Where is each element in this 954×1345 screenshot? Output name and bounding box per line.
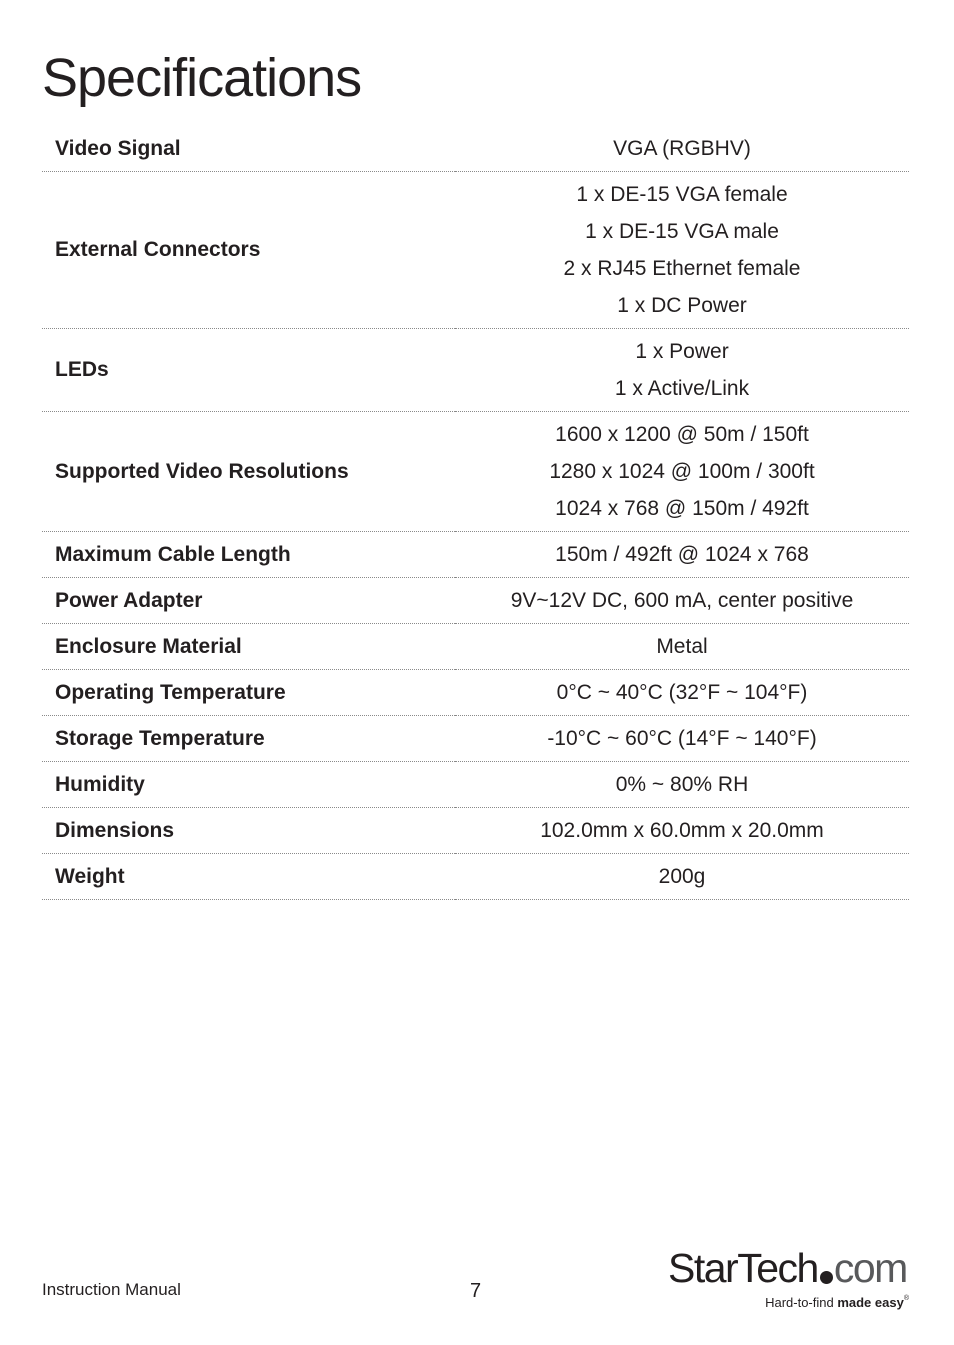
spec-value: 102.0mm x 60.0mm x 20.0mm [540,819,824,842]
spec-value: 1024 x 768 @ 150m / 492ft [555,497,809,520]
page-title: Specifications [42,48,362,108]
spec-value: 200g [658,865,706,888]
logo-dot-icon [820,1271,833,1284]
spec-values [455,716,909,762]
spec-row [42,670,909,716]
spec-value: 150m / 492ft @ 1024 x 768 [555,543,809,566]
spec-row [42,762,909,808]
spec-row [42,808,909,854]
spec-label: Operating Temperature [42,670,455,716]
spec-row [42,329,909,412]
spec-values [455,329,909,412]
spec-values [455,624,909,670]
spec-values [455,172,909,329]
spec-value: 1 x DC Power [617,294,747,317]
spec-value: 2 x RJ45 Ethernet female [563,257,801,280]
startech-logo [668,1240,913,1320]
spec-row [42,854,909,900]
spec-label: Enclosure Material [42,624,455,670]
page-number: 7 [470,1280,482,1302]
spec-value: VGA (RGBHV) [613,137,751,160]
spec-value: 1 x Active/Link [614,377,750,400]
spec-row [42,624,909,670]
spec-value: 0°C ~ 40°C (32°F ~ 104°F) [556,681,808,704]
tagline-bold: made easy [837,1295,904,1310]
spec-label: Supported Video Resolutions [42,412,455,532]
spec-label: Video Signal [42,126,455,172]
spec-row [42,716,909,762]
spec-values [455,762,909,808]
spec-label: Weight [42,854,455,900]
spec-value: 1 x Power [635,340,729,363]
logo-name-suffix: com [833,1245,907,1291]
spec-label: Humidity [42,762,455,808]
tagline-light: Hard-to-find [765,1295,838,1310]
spec-value: Metal [656,635,708,658]
spec-row [42,172,909,329]
spec-value: 1280 x 1024 @ 100m / 300ft [549,460,815,483]
spec-values [455,854,909,900]
spec-label: External Connectors [42,172,455,329]
spec-values [455,126,909,172]
spec-values [455,670,909,716]
spec-row [42,532,909,578]
registered-mark: ® [903,1295,909,1302]
spec-label: Storage Temperature [42,716,455,762]
spec-values [455,412,909,532]
spec-label: Maximum Cable Length [42,532,455,578]
spec-value: 1 x DE-15 VGA male [585,220,779,243]
spec-row [42,126,909,172]
spec-value: 1 x DE-15 VGA female [576,183,788,206]
spec-row [42,578,909,624]
spec-row [42,412,909,532]
spec-value: 9V~12V DC, 600 mA, center positive [510,589,854,612]
footer-document-type: Instruction Manual [42,1280,181,1299]
logo-name-main: StarTech [668,1245,818,1291]
specifications-table-body [42,126,909,900]
logo-tagline [765,1295,909,1310]
spec-values [455,532,909,578]
spec-values [455,578,909,624]
spec-label: LEDs [42,329,455,412]
spec-label: Dimensions [42,808,455,854]
spec-value: -10°C ~ 60°C (14°F ~ 140°F) [547,727,817,750]
spec-values [455,808,909,854]
logo-wordmark [668,1240,907,1296]
spec-label: Power Adapter [42,578,455,624]
spec-value: 1600 x 1200 @ 50m / 150ft [555,423,809,446]
spec-value: 0% ~ 80% RH [615,773,749,796]
specifications-table [42,126,909,900]
